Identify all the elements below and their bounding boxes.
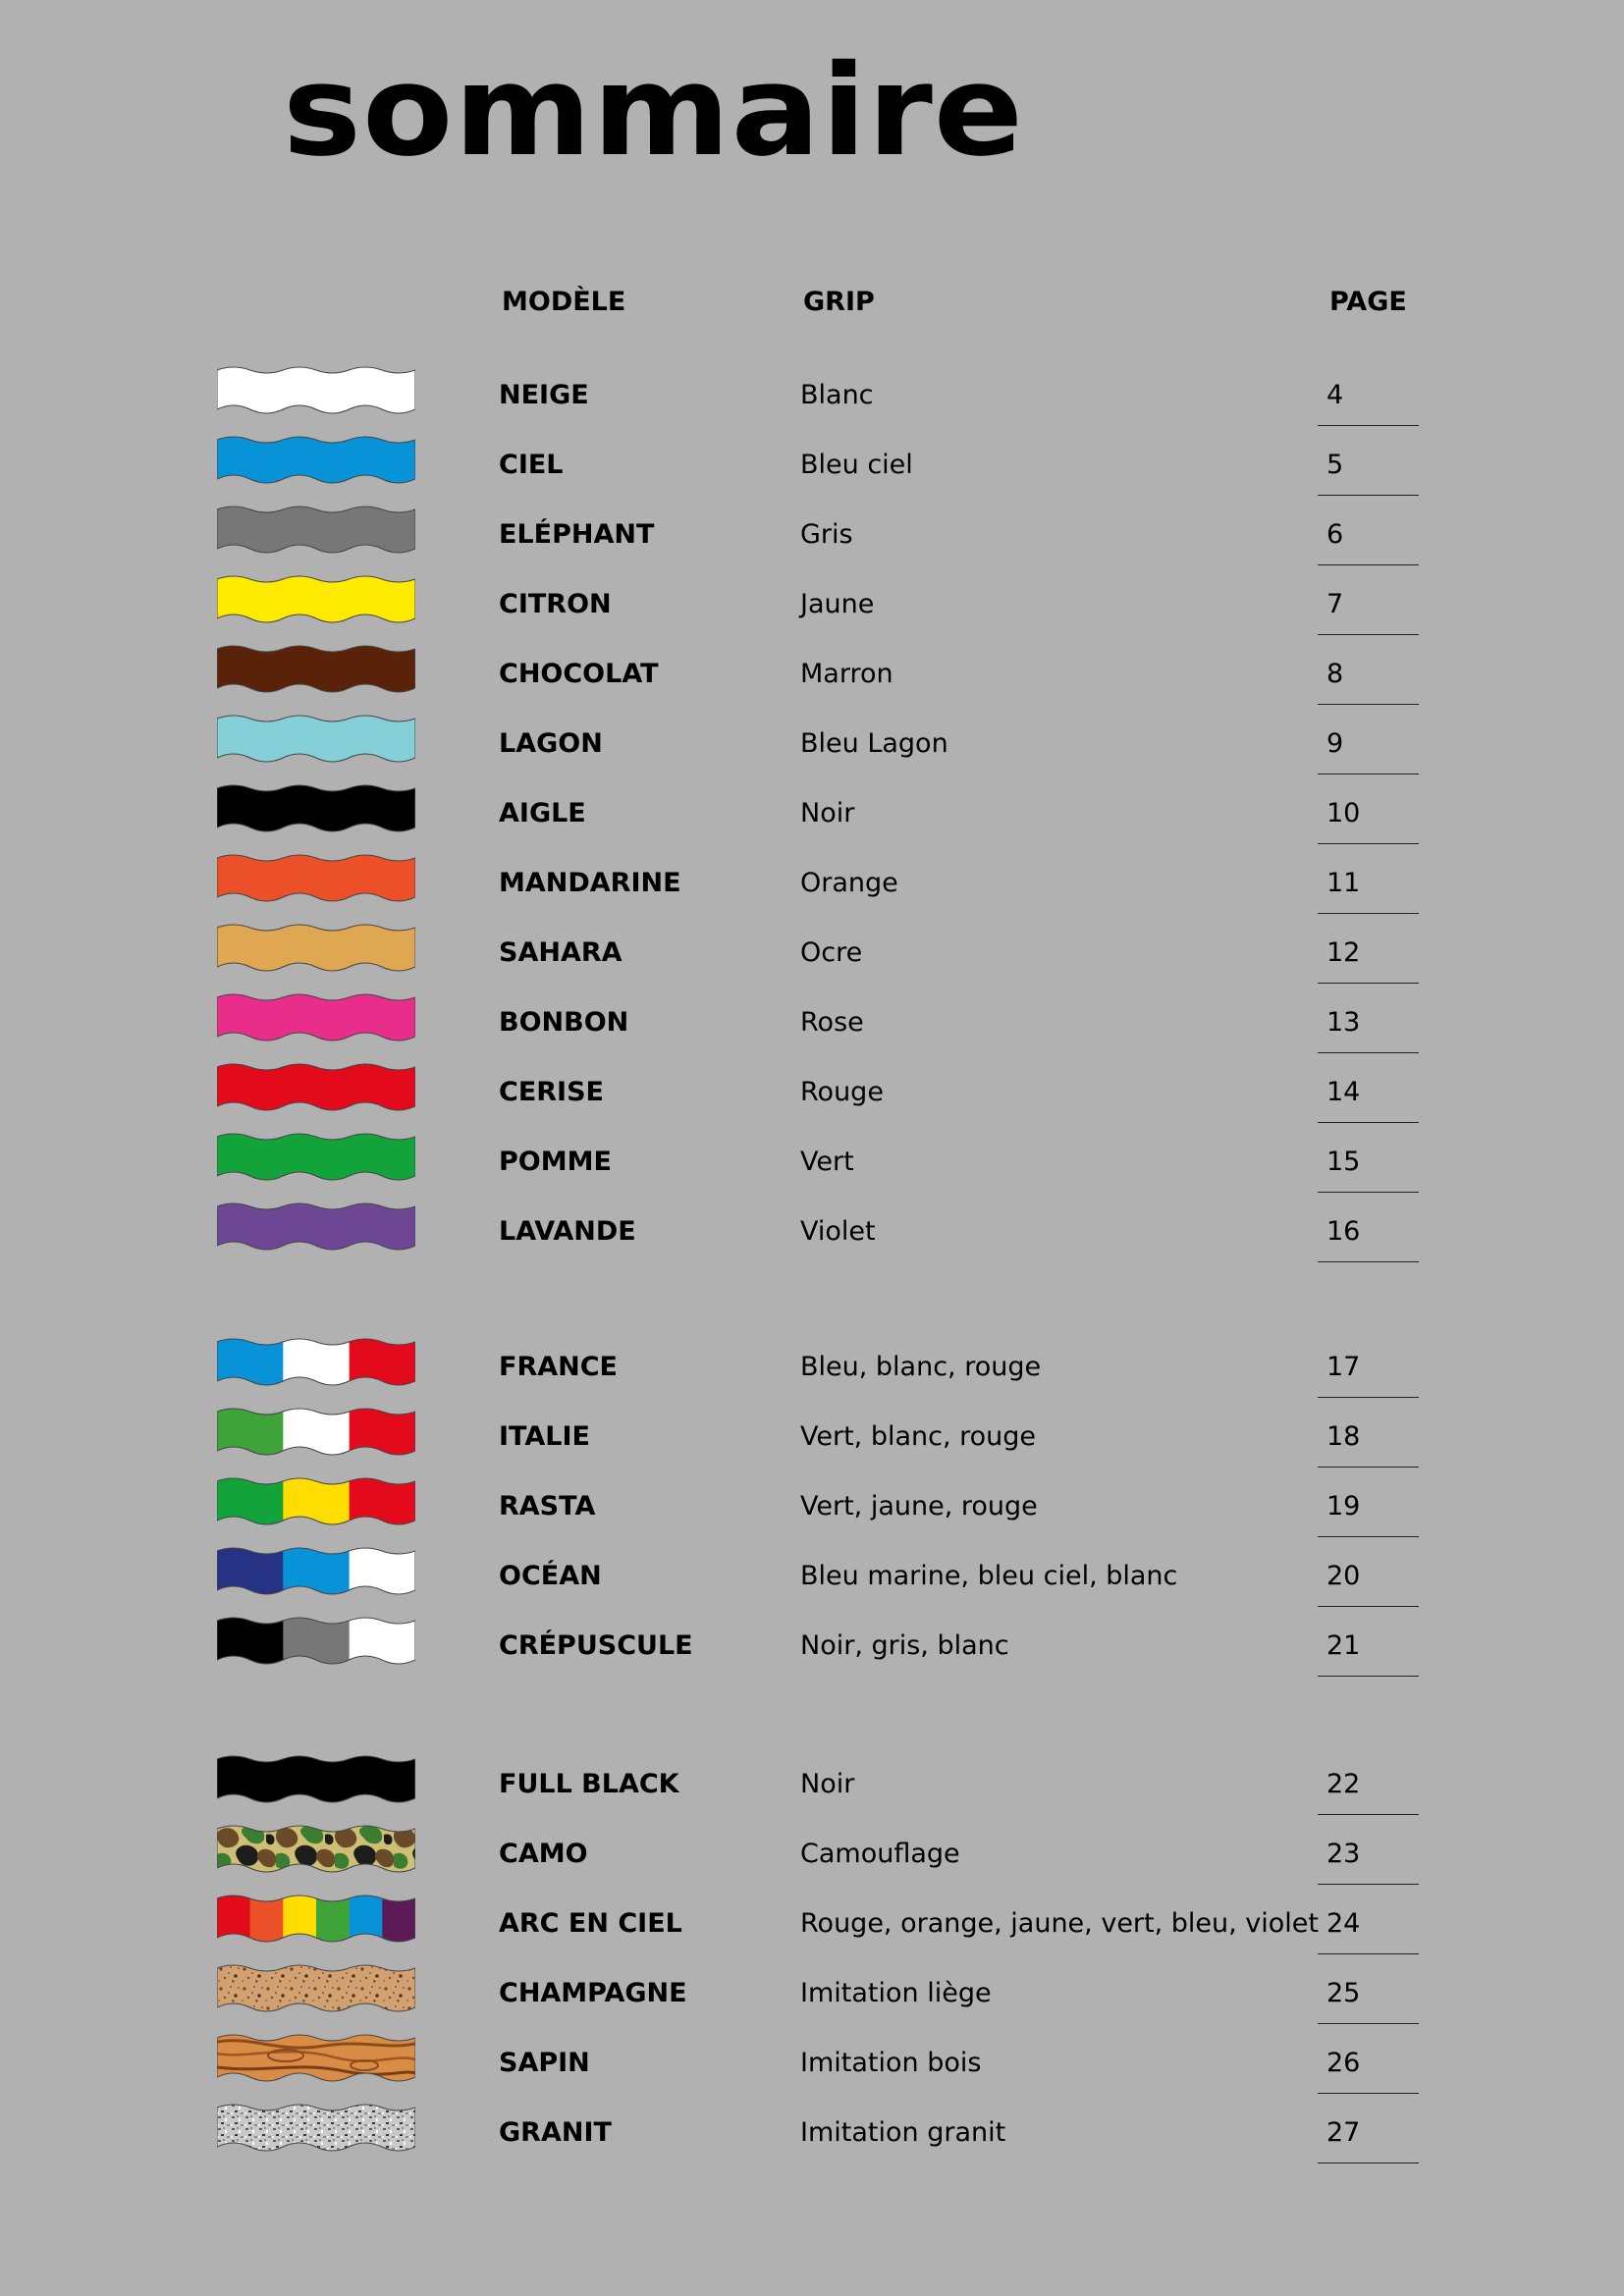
- grip-description: Imitation granit: [800, 2117, 1006, 2148]
- grip-swatch: [217, 1477, 415, 1526]
- grip-description: Ocre: [800, 937, 863, 968]
- row-divider: [1318, 1192, 1419, 1193]
- grip-description: Rose: [800, 1007, 864, 1038]
- swatch-stripe: [283, 1617, 350, 1666]
- model-name: MANDARINE: [499, 868, 681, 898]
- header-model: MODÈLE: [502, 287, 626, 317]
- grip-swatch: [217, 645, 415, 694]
- grip-description: Orange: [800, 868, 898, 898]
- model-name: CRÉPUSCULE: [499, 1630, 693, 1661]
- grip-swatch: [217, 715, 415, 764]
- model-name: POMME: [499, 1147, 612, 1177]
- swatch-stripe: [283, 1547, 350, 1596]
- page-number[interactable]: 14: [1326, 1077, 1361, 1107]
- page-number[interactable]: 22: [1326, 1769, 1361, 1799]
- model-name: GRANIT: [499, 2117, 612, 2148]
- swatch-stripe: [350, 1338, 415, 1387]
- row-divider: [1318, 1676, 1419, 1677]
- page-number[interactable]: 19: [1326, 1491, 1361, 1522]
- grip-swatch: [217, 924, 415, 973]
- grip-swatch: [217, 1408, 415, 1457]
- swatch-stripe: [250, 1895, 284, 1944]
- row-divider: [1318, 1884, 1419, 1885]
- swatch-stripe: [217, 1408, 284, 1457]
- grip-swatch: [217, 1964, 415, 2013]
- swatch-stripe: [350, 1477, 415, 1526]
- model-name: FRANCE: [499, 1352, 618, 1382]
- grip-description: Noir, gris, blanc: [800, 1630, 1009, 1661]
- page-number[interactable]: 5: [1326, 450, 1344, 480]
- model-name: AIGLE: [499, 798, 586, 828]
- swatch-stripe: [217, 1547, 284, 1596]
- row-divider: [1318, 1606, 1419, 1607]
- row-divider: [1318, 843, 1419, 844]
- row-divider: [1318, 1122, 1419, 1123]
- grip-swatch: [217, 1895, 415, 1944]
- grip-description: Imitation bois: [800, 2048, 982, 2078]
- grip-description: Vert, jaune, rouge: [800, 1491, 1038, 1522]
- page-number[interactable]: 27: [1326, 2117, 1361, 2148]
- page-number[interactable]: 16: [1326, 1216, 1361, 1247]
- page-number[interactable]: 25: [1326, 1978, 1361, 2008]
- page-number[interactable]: 24: [1326, 1908, 1361, 1939]
- page-number[interactable]: 8: [1326, 659, 1344, 689]
- row-divider: [1318, 1052, 1419, 1053]
- model-name: ELÉPHANT: [499, 519, 655, 550]
- grip-swatch: [217, 575, 415, 624]
- grip-description: Noir: [800, 1769, 855, 1799]
- row-divider: [1318, 2093, 1419, 2094]
- grip-swatch: [217, 2034, 415, 2083]
- row-divider: [1318, 1261, 1419, 1262]
- row-divider: [1318, 1467, 1419, 1468]
- row-divider: [1318, 1814, 1419, 1815]
- grip-swatch: [217, 1547, 415, 1596]
- row-divider: [1318, 704, 1419, 705]
- grip-swatch: [217, 436, 415, 485]
- page-number[interactable]: 6: [1326, 519, 1344, 550]
- row-divider: [1318, 425, 1419, 426]
- page-number[interactable]: 23: [1326, 1839, 1361, 1869]
- model-name: ITALIE: [499, 1421, 590, 1452]
- grip-description: Gris: [800, 519, 853, 550]
- grip-description: Bleu marine, bleu ciel, blanc: [800, 1561, 1178, 1591]
- page-number[interactable]: 26: [1326, 2048, 1361, 2078]
- model-name: CAMO: [499, 1839, 588, 1869]
- grip-description: Bleu ciel: [800, 450, 913, 480]
- page-number[interactable]: 20: [1326, 1561, 1361, 1591]
- swatch-stripe: [283, 1338, 350, 1387]
- grip-swatch: [217, 366, 415, 415]
- row-divider: [1318, 634, 1419, 635]
- row-divider: [1318, 913, 1419, 914]
- grip-swatch: [217, 993, 415, 1042]
- grip-swatch: [217, 1755, 415, 1804]
- swatch-stripe: [350, 1408, 415, 1457]
- grip-swatch: [217, 1338, 415, 1387]
- grip-description: Rouge: [800, 1077, 884, 1107]
- row-divider: [1318, 983, 1419, 984]
- header-page: PAGE: [1329, 287, 1407, 317]
- row-divider: [1318, 2023, 1419, 2024]
- model-name: SAHARA: [499, 937, 623, 968]
- grip-description: Violet: [800, 1216, 876, 1247]
- page-number[interactable]: 15: [1326, 1147, 1361, 1177]
- model-name: CERISE: [499, 1077, 604, 1107]
- swatch-stripe: [217, 1338, 284, 1387]
- grip-swatch: [217, 1825, 415, 1874]
- toc-row: [0, 1216, 1624, 1290]
- grip-swatch: [217, 1133, 415, 1182]
- model-name: LAGON: [499, 728, 603, 759]
- grip-description: Jaune: [800, 589, 875, 619]
- model-name: BONBON: [499, 1007, 629, 1038]
- header-grip: GRIP: [803, 287, 875, 317]
- page-number[interactable]: 18: [1326, 1421, 1361, 1452]
- page-number[interactable]: 13: [1326, 1007, 1361, 1038]
- grip-description: Bleu Lagon: [800, 728, 948, 759]
- grip-description: Rouge, orange, jaune, vert, bleu, violet: [800, 1908, 1320, 1939]
- model-name: RASTA: [499, 1491, 596, 1522]
- page-number[interactable]: 7: [1326, 589, 1344, 619]
- swatch-stripe: [316, 1895, 350, 1944]
- row-divider: [1318, 564, 1419, 565]
- model-name: FULL BLACK: [499, 1769, 679, 1799]
- grip-description: Blanc: [800, 380, 874, 410]
- row-divider: [1318, 1397, 1419, 1398]
- page-number[interactable]: 21: [1326, 1630, 1361, 1661]
- grip-swatch: [217, 784, 415, 833]
- page-number[interactable]: 9: [1326, 728, 1344, 759]
- row-divider: [1318, 1953, 1419, 1954]
- model-name: CIEL: [499, 450, 564, 480]
- page-number[interactable]: 10: [1326, 798, 1361, 828]
- swatch-stripe: [350, 1547, 415, 1596]
- page-title: sommaire: [283, 38, 1025, 185]
- toc-row: [0, 1630, 1624, 1704]
- grip-description: Camouflage: [800, 1839, 960, 1869]
- row-divider: [1318, 495, 1419, 496]
- swatch-stripe: [350, 1617, 415, 1666]
- grip-swatch: [217, 854, 415, 903]
- swatch-stripe: [283, 1477, 350, 1526]
- model-name: CITRON: [499, 589, 612, 619]
- page-number[interactable]: 12: [1326, 937, 1361, 968]
- row-divider: [1318, 1536, 1419, 1537]
- swatch-stripe: [283, 1408, 350, 1457]
- model-name: LAVANDE: [499, 1216, 636, 1247]
- grip-description: Vert, blanc, rouge: [800, 1421, 1037, 1452]
- grip-swatch: [217, 506, 415, 555]
- grip-description: Bleu, blanc, rouge: [800, 1352, 1042, 1382]
- grip-swatch: [217, 1617, 415, 1666]
- grip-description: Vert: [800, 1147, 854, 1177]
- grip-description: Noir: [800, 798, 855, 828]
- model-name: CHOCOLAT: [499, 659, 659, 689]
- model-name: ARC EN CIEL: [499, 1908, 682, 1939]
- grip-swatch: [217, 2104, 415, 2153]
- grip-description: Imitation liège: [800, 1978, 992, 2008]
- model-name: CHAMPAGNE: [499, 1978, 687, 2008]
- grip-description: Marron: [800, 659, 893, 689]
- model-name: SAPIN: [499, 2048, 590, 2078]
- swatch-stripe: [217, 1477, 284, 1526]
- page-number[interactable]: 11: [1326, 868, 1361, 898]
- swatch-stripe: [217, 1617, 284, 1666]
- model-name: NEIGE: [499, 380, 589, 410]
- page-number[interactable]: 4: [1326, 380, 1344, 410]
- model-name: OCÉAN: [499, 1561, 602, 1591]
- toc-row: [0, 2117, 1624, 2191]
- page-number[interactable]: 17: [1326, 1352, 1361, 1382]
- grip-swatch: [217, 1063, 415, 1112]
- grip-swatch: [217, 1202, 415, 1252]
